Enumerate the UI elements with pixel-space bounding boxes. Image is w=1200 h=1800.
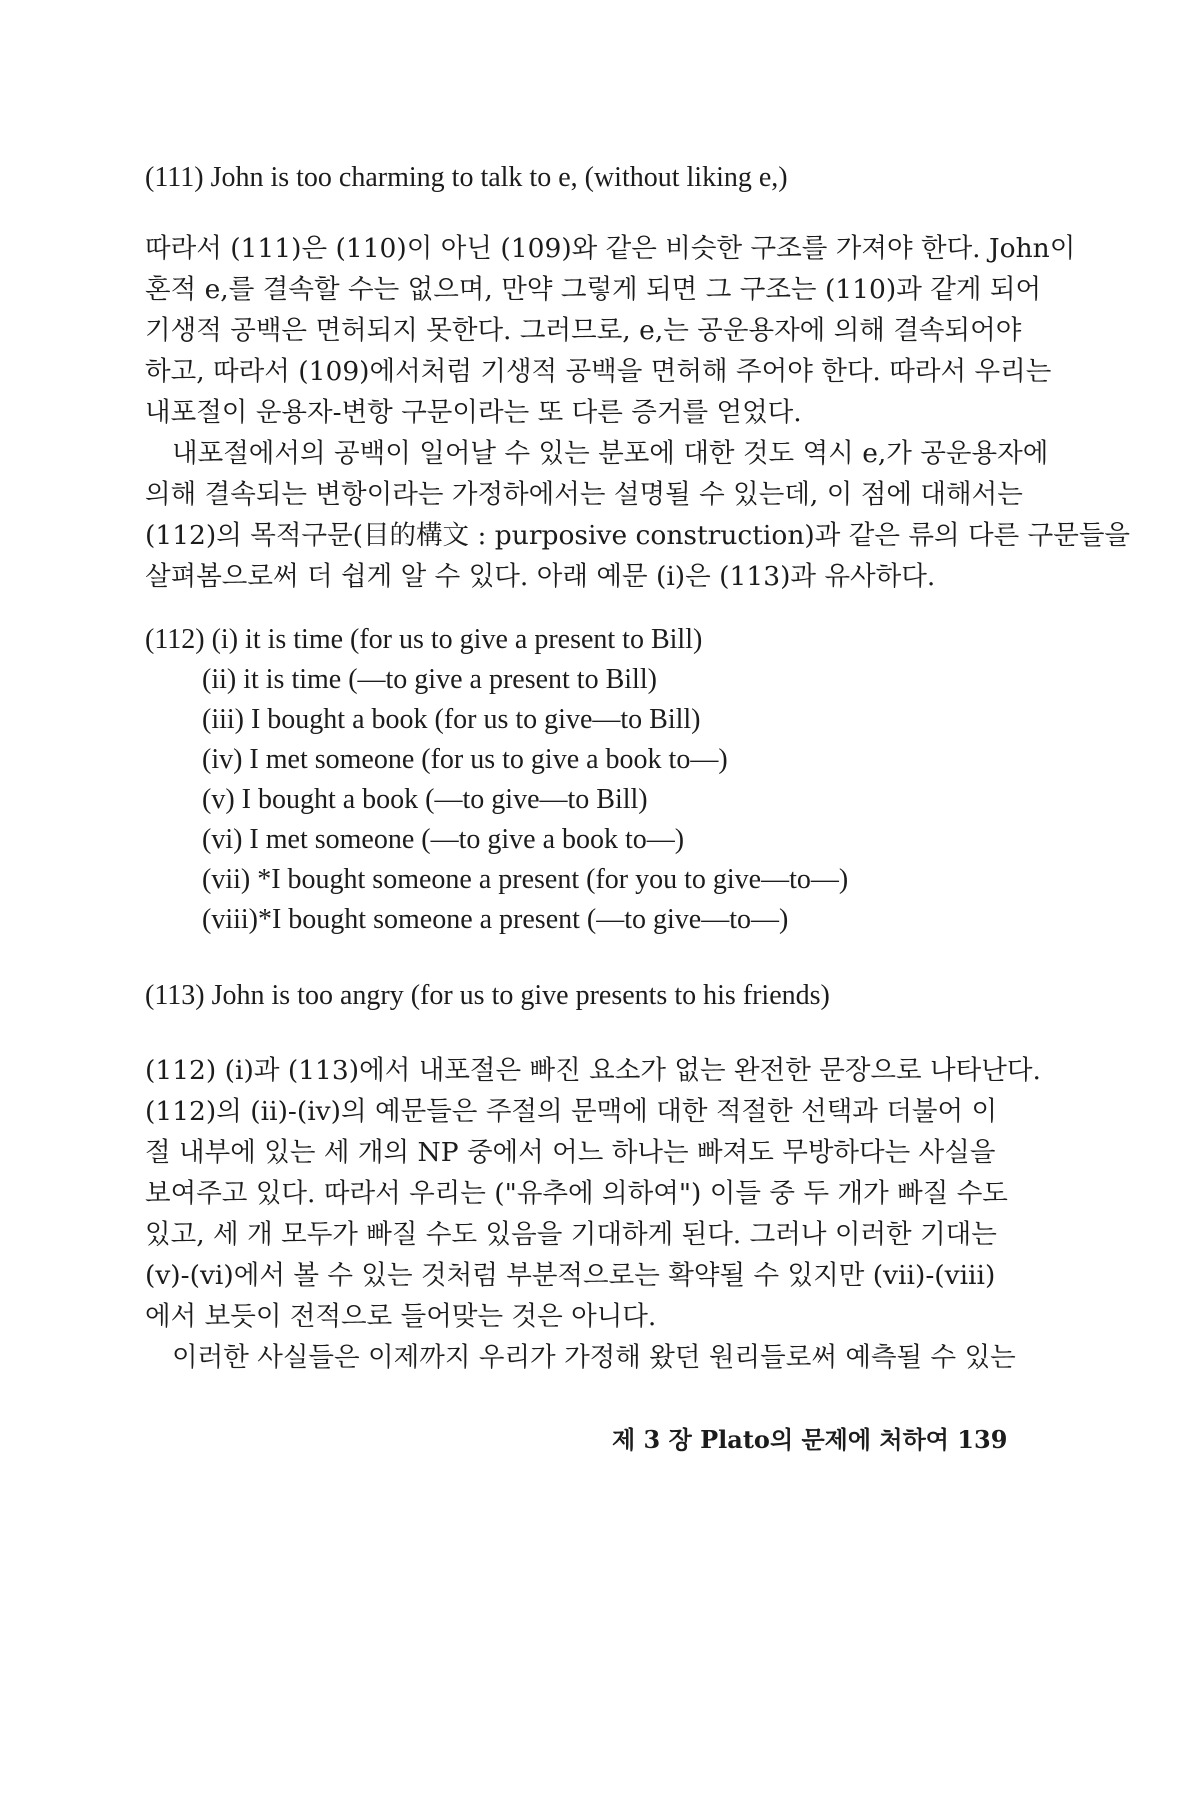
paragraph-line: (112)의 목적구문(目的構文 : purposive construction)과 같은 류의 다른 구문들을 xyxy=(145,520,1131,551)
paragraph-line: (112) (i)과 (113)에서 내포절은 빠진 요소가 없는 완전한 문장으로 나타난다. xyxy=(145,1055,1041,1086)
paragraph-line: 의해 결속되는 변항이라는 가정하에서는 설명될 수 있는데, 이 점에 대해서는 xyxy=(145,479,1023,510)
example-113: (113) John is too angry (for us to give presents to his friends) xyxy=(145,980,830,1011)
example-112-line: (vii) *I bought someone a present (for you to give—to—) xyxy=(202,864,849,895)
example-112-line: (112) (i) it is time (for us to give a present to Bill) xyxy=(145,624,703,655)
paragraph-line: 하고, 따라서 (109)에서처럼 기생적 공백을 면허해 주어야 한다. 따라서 우리는 xyxy=(145,356,1052,387)
example-111: (111) John is too charming to talk to e, (without liking e,) xyxy=(145,162,788,193)
paragraph-line: 혼적 e,를 결속할 수는 없으며, 만약 그렇게 되면 그 구조는 (110)과 같게 되어 xyxy=(145,274,1042,305)
paragraph-line: 내포절이 운용자-변항 구문이라는 또 다른 증거를 얻었다. xyxy=(145,397,802,428)
paragraph-line: 이러한 사실들은 이제까지 우리가 가정해 왔던 원리들로써 예측될 수 있는 xyxy=(172,1342,1016,1373)
paragraph-line: 기생적 공백은 면허되지 못한다. 그러므로, e,는 공운용자에 의해 결속되어야 xyxy=(145,315,1022,346)
running-footer-page-number: 제 3 장 Plato의 문제에 처하여 139 xyxy=(612,1425,1008,1454)
paragraph-line: (v)-(vi)에서 볼 수 있는 것처럼 부분적으로는 확약될 수 있지만 (vii)-(viii) xyxy=(145,1260,996,1291)
example-112-line: (v) I bought a book (—to give—to Bill) xyxy=(202,784,648,815)
paragraph-line: 보여주고 있다. 따라서 우리는 ("유추에 의하여") 이들 중 두 개가 빠질 수도 xyxy=(145,1178,1008,1209)
paragraph-line: (112)의 (ii)-(iv)의 예문들은 주절의 문맥에 대한 적절한 선택과 더불어 이 xyxy=(145,1096,998,1127)
example-112-line: (viii)*I bought someone a present (—to give—to—) xyxy=(202,904,789,935)
paragraph-line: 있고, 세 개 모두가 빠질 수도 있음을 기대하게 된다. 그러나 이러한 기대는 xyxy=(145,1219,997,1250)
example-112-line: (iv) I met someone (for us to give a book to—) xyxy=(202,744,728,775)
example-112-line: (iii) I bought a book (for us to give—to Bill) xyxy=(202,704,701,735)
paragraph-line: 따라서 (111)은 (110)이 아닌 (109)와 같은 비슷한 구조를 가져야 한다. John이 xyxy=(145,233,1076,264)
paragraph-line: 절 내부에 있는 세 개의 NP 중에서 어느 하나는 빠져도 무방하다는 사실을 xyxy=(145,1137,996,1168)
paragraph-line: 살펴봄으로써 더 쉽게 알 수 있다. 아래 예문 (i)은 (113)과 유사하다. xyxy=(145,561,936,592)
paragraph-line: 내포절에서의 공백이 일어날 수 있는 분포에 대한 것도 역시 e,가 공운용자에 xyxy=(172,438,1049,469)
example-112-line: (vi) I met someone (—to give a book to—) xyxy=(202,824,685,855)
paragraph-line: 에서 보듯이 전적으로 들어맞는 것은 아니다. xyxy=(145,1301,657,1332)
example-112-line: (ii) it is time (—to give a present to Bill) xyxy=(202,664,657,695)
